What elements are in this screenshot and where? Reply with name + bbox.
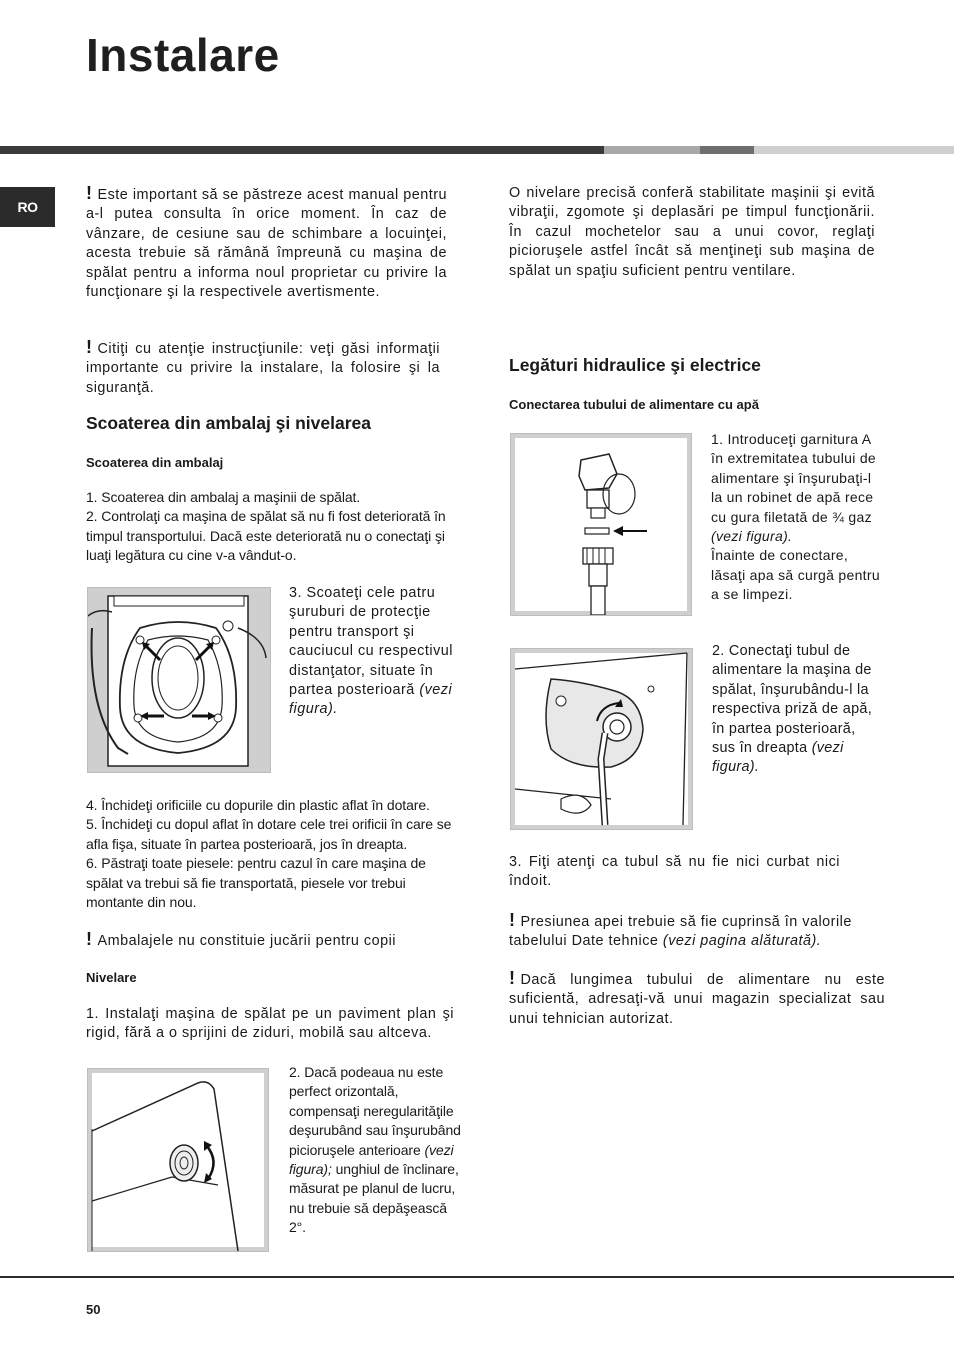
warning-mark: ! — [86, 929, 93, 949]
language-tab: RO — [0, 187, 55, 227]
page-title: Instalare — [86, 29, 280, 81]
leveling-step1: 1. Instalaţi maşina de spălat pe un paviment plan şi rigid, fără a o sprijini de ziduri, mobilă sau altceva. — [86, 1006, 454, 1042]
step-item: 4. Închideţi orificiile cu dopurile din plastic aflat în dotare. — [86, 797, 430, 813]
section-title-unpacking: Scoaterea din ambalaj şi nivelarea — [86, 413, 372, 433]
header-bar-light — [754, 146, 954, 154]
connection-step2 — [712, 642, 882, 778]
step3-text: 3. Scoateţi cele patru şuruburi de protecţie pentru transport şi cauciucul cu respectivul distanţator, situate în partea posterioară — [289, 585, 453, 699]
section-title-connections: Legături hidraulice şi electrice — [509, 355, 761, 375]
warning-mark: ! — [509, 910, 516, 930]
warning-hose-length — [509, 969, 885, 1029]
warning-keep-manual — [86, 184, 447, 302]
warning-text: Dacă lungimea tubului de alimentare nu este suficientă, adresaţi-vă unui magazin specializat sau unui tehnician autorizat. — [509, 972, 885, 1027]
page-reference: (vezi pagina alăturată). — [662, 933, 822, 950]
warning-water-pressure — [509, 911, 885, 952]
thread-size: ¾ — [832, 508, 845, 525]
warning-packaging — [86, 930, 464, 951]
warning-text: Presiunea apei trebuie să fie cuprinsă în valorile tabelului Date tehnice — [509, 914, 852, 950]
subsection-title-leveling: Nivelare — [86, 970, 137, 985]
leveling-step2-text-b: unghiul de înclinare, măsurat pe planul de lucru, nu trebuie să depăşească 2°. — [289, 1161, 459, 1236]
header-bar-dark — [0, 146, 604, 154]
leveling-step2-text: 2. Dacă podeaua nu este perfect orizontală, compensaţi neregularităţile deşurubând sau înşurubând picioruşele anterioare — [289, 1064, 461, 1158]
connection-step1-text: 1. Introduceţi garnitura A în extremitatea tubului de alimentare şi înşurubaţi-l la un robinet de apă rece cu gura filetată de — [711, 431, 877, 525]
leveling-intro: O nivelare precisă conferă stabilitate maşinii şi evită vibraţii, zgomote şi deplasări pe timpul funcţionării. În cazul mochetelor sau a unui covor, reglaţi picioruşele astfel încât să menţineţi sub maşina de spălat un spaţiu suficient pentru ventilare. — [509, 185, 875, 279]
unpacking-steps-a — [86, 488, 464, 566]
leveling-step2 — [289, 1063, 465, 1238]
warning-read-instructions — [86, 338, 440, 398]
connection-step1-text-b: Înainte de conectare, lăsaţi apa să curgă pentru a se limpezi. — [711, 547, 880, 603]
subsection-title-unpacking: Scoaterea din ambalaj — [86, 455, 224, 470]
subsection-title-water-hose: Conectarea tubului de alimentare cu apă — [509, 397, 759, 412]
unpacking-steps-b — [86, 796, 464, 912]
figure-reference: (vezi figura). — [289, 682, 453, 718]
warning-mark: ! — [86, 183, 93, 203]
figure-adjustable-foot — [87, 1068, 269, 1252]
warning-mark: ! — [509, 968, 516, 988]
step-item: 5. Închideţi cu dopul aflat în dotare cele trei orificii în care se afla fişa, situate în partea posterioară, jos în dreapta. — [86, 816, 452, 852]
figure-reference: (vezi figura). — [712, 740, 844, 776]
connection-step1 — [711, 430, 886, 605]
page-number: 50 — [86, 1302, 101, 1317]
warning-text: Este important să se păstreze acest manual pentru a-l putea consulta în orice moment. În caz de vânzare, de cesiune sau de schimbare a locuinţei, acesta trebuie să rămână împreună cu maşina de spălat pentru a informa noul proprietar cu privire la funcţionare şi la respectivele avertismente. — [86, 187, 447, 301]
figure-machine-back — [87, 587, 271, 773]
warning-text: Ambalajele nu constituie jucării pentru copii — [97, 933, 396, 949]
thread-unit: gaz — [848, 508, 872, 525]
warning-mark: ! — [86, 337, 93, 357]
step3-paragraph — [289, 584, 465, 720]
warning-text: Citiţi cu atenţie instrucţiunile: veţi găsi informaţii importante cu privire la instalare, la folosire şi la siguranţă. — [86, 341, 440, 396]
figure-reference: (vezi figura); — [289, 1141, 454, 1178]
header-bar-mid — [604, 146, 700, 154]
step-item: 6. Păstraţi toate piesele: pentru cazul în care maşina de spălat va trebui să fie transportată, piesele vor trebui montante din nou. — [86, 855, 426, 911]
figure-reference: (vezi figura). — [711, 528, 793, 545]
connection-step3: 3. Fiţi atenţi ca tubul să nu fie nici curbat nici îndoit. — [509, 854, 840, 890]
footer-rule — [0, 1276, 954, 1278]
connection-step2-text: 2. Conectaţi tubul de alimentare la maşina de spălat, înşurubându-l la respectiva priză de apă, în partea posterioară, sus în dreapta — [712, 643, 872, 757]
figure-hose-connection — [510, 648, 693, 830]
header-bar-dark2 — [700, 146, 754, 154]
step-item: 1. Scoaterea din ambalaj a maşinii de spălat. — [86, 489, 361, 505]
figure-tap-gasket — [510, 433, 692, 616]
step-item: 2. Controlaţi ca maşina de spălat să nu fi fost deteriorată în timpul transportului. Dacă este deteriorată nu o conectaţi şi luaţi legătura cu cine v-a vândut-o. — [86, 508, 446, 564]
